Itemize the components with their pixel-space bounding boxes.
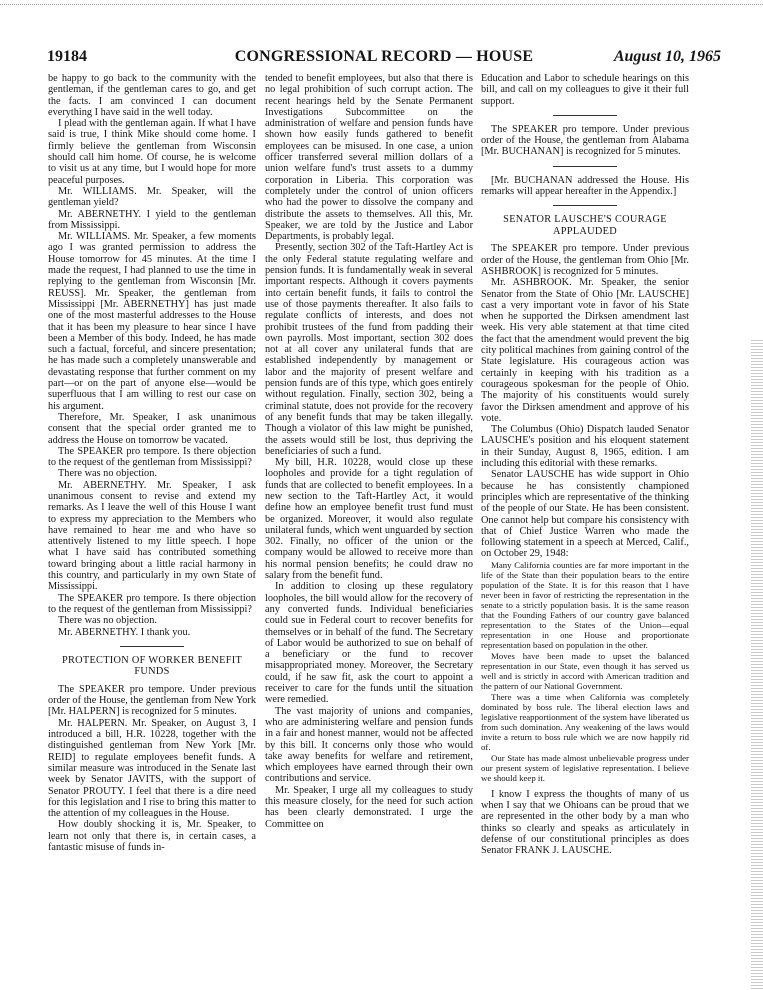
- paragraph: The Columbus (Ohio) Dispatch lauded Senator LAUSCHE's position and his eloquent statement in their Sunday, August 8, 1965, edition. I am including this editorial with these remarks.: [481, 424, 689, 470]
- paragraph: The SPEAKER pro tempore. Under previous order of the House, the gentleman from Alabama [Mr. BUCHANAN] is recognized for 5 minutes.: [481, 123, 689, 158]
- paragraph: Mr. HALPERN. Mr. Speaker, on August 3, I introduced a bill, H.R. 10228, together with the distinguished gentleman from New York [Mr. REID] to regulate employees benefit funds. A similar measure was introduced in the Senate last week by Senator JAVITS, with the support of Senator PROUTY. I feel that there is a dire need for this legislation and I rise to bring this matter to the attention of my colleagues in the House.: [48, 717, 256, 820]
- section-heading-lausche: SENATOR LAUSCHE'S COURAGE APPLAUDED: [503, 214, 667, 237]
- section-heading-worker-benefit: PROTECTION OF WORKER BENEFIT FUNDS: [61, 654, 243, 678]
- paragraph: The SPEAKER pro tempore. Is there objection to the request of the gentleman from Mississippi?: [48, 592, 256, 615]
- page-number: 19184: [47, 48, 87, 65]
- paragraph: Mr. Speaker, I urge all my colleagues to study this measure closely, for the need for such action has been clearly demonstrated. I urge the Committee on: [265, 784, 473, 830]
- paragraph: I know I express the thoughts of many of us when I say that we Ohioans can be proud that we are represented in the other body by a man who thinks so clearly and speaks as articulately in defense of our constitutional principles as does Senator FRANK J. LAUSCHE.: [481, 788, 689, 857]
- scan-margin-noise: [751, 340, 763, 990]
- paragraph: [Mr. BUCHANAN addressed the House. His remarks will appear hereafter in the Appendix.]: [481, 174, 689, 198]
- section-divider: [553, 115, 617, 116]
- section-divider: [553, 166, 617, 167]
- paragraph: Therefore, Mr. Speaker, I ask unanimous consent that the special order granted me to address the House on tomorrow be vacated.: [48, 411, 256, 446]
- section-divider: [553, 205, 617, 206]
- paragraph: I plead with the gentleman again. If what I have said is true, I think Mike should come home. I firmly believe the gentleman from Wisconsin should call him home. Of course, he is welcome to visit us at any time, but I would hope for more peaceful purposes.: [48, 118, 256, 186]
- paragraph: The SPEAKER pro tempore. Under previous order of the House, the gentleman from New York [Mr. HALPERN] is recognized for 5 minutes.: [48, 683, 256, 718]
- quote-paragraph: Many California counties are far more important in the life of the State than their population bears to the entire population of the State. It is for this reason that I have never been in favor of restricting the representation in the senate to a strictly population basis. It is the same reason that the Founding Fathers of our country gave balanced representation to the States of the Union—equal representation in one House and proportionate representation based on population in the other.: [481, 559, 689, 650]
- paragraph: The vast majority of unions and companies, who are administering welfare and pension funds in a fair and honest manner, would not be affected by this bill. It concerns only those who would take away benefits for welfare and retirement, which employees have earned through their own contributions and service.: [265, 705, 473, 785]
- quote-paragraph: There was a time when California was completely dominated by boss rule. The liberal election laws and legislative reapportionment of the system have liberated us from such domination. Any weakening of the laws would invite a return to boss rule which we are now happily rid of.: [481, 691, 689, 752]
- paragraph: There was no objection.: [58, 468, 157, 480]
- paragraph: The SPEAKER pro tempore. Is there objection to the request of the gentleman from Mississippi?: [48, 445, 256, 469]
- paragraph: Mr. ASHBROOK. Mr. Speaker, the senior Senator from the State of Ohio [Mr. LAUSCHE] cast a very important vote in favor of his State when he supported the Dirksen amendment last week. His very able statement at that time cited the fact that the amendment would prevent the big city political machines from gaining control of the State legislature. His courageous action was certainly in keeping with his tradition as a courageous spokesman for the people of Ohio. The majority of his constituents would surely favor the Dirksen amendment and approve of his vote.: [481, 277, 689, 424]
- top-border: [0, 4, 763, 5]
- paragraph: Senator LAUSCHE has wide support in Ohio because he has consistently championed principles which are representative of the thinking of the people of our State. He has been consistent. One cannot help but compare his consistency with that of Chief Justice Warren who made the following statement in a speech at Merced, Calif., on October 29, 1948:: [481, 469, 689, 560]
- paragraph: The SPEAKER pro tempore. Under previous order of the House, the gentleman from Ohio [Mr. ASHBROOK] is recognized for 5 minutes.: [481, 243, 689, 277]
- quote-paragraph: Moves have been made to upset the balanced representation in our State, even though it has served us well and is strictly in accord with American tradition and the pattern of our National Government.: [481, 650, 689, 691]
- paragraph: tended to benefit employees, but also that there is no legal prohibition of such corrupt action. The recent hearings held by the Senate Permanent Investigations Subcommittee on the administration of welfare and pension funds have shown how easily funds gathered to benefit employees can be misused. In one case, a union officer transferred several million dollars of a union welfare fund's trust assets to a dummy corporation in Liberia. This corporation was completely under the control of union officers who had the power to dissolve the company and distribute the assets to themselves. All this, Mr. Speaker, we are told by the Justice and Labor Departments, is probably legal.: [265, 73, 473, 243]
- column-3: [481, 73, 689, 985]
- paragraph: My bill, H.R. 10228, would close up these loopholes and provide for a tight regulation of funds that are collected to benefit employees. In a new section to the Taft-Hartley Act, it would define how an employee benefit trust fund must be organized. Moreover, it would also regulate unilateral funds, which went unguarded by section 302. Finally, no officer of the union or the company would be allowed to receive more than his normal pension benefits; he could draw no salary from the benefit fund.: [265, 457, 473, 582]
- paragraph: Presently, section 302 of the Taft-Hartley Act is the only Federal statute regulating welfare and pension funds. It is fundamentally weak in several important respects. Although it covers payments into certain benefit funds, it fails to control the use of those payments thereafter. It also fails to regulate conflicts of interests, and does not prohibit trustees of the fund from padding their own payrolls. Most important, section 302 does not at all cover any unilateral funds that are established independently by management or labor and the majority of present welfare and pension funds are of this type, which goes entirely without regulation. Finally, section 302, being a criminal statute, does not provide for the recovery of any benefit funds that may be taken illegally. Though a violator of this law might be punished, the assets would still be lost, thus depriving the beneficiaries of such a fund.: [265, 242, 473, 457]
- paragraph: Education and Labor to schedule hearings on this bill, and call on my colleagues to give it their full support.: [481, 73, 689, 107]
- paragraph: be happy to go back to the community with the gentleman, if the gentleman cares to go, and get the facts. I am convinced I can document everything I have said in the well today.: [48, 73, 256, 118]
- paragraph: Mr. ABERNETHY. I yield to the gentleman from Mississippi.: [48, 208, 256, 231]
- paragraph: Mr. WILLIAMS. Mr. Speaker, will the gentleman yield?: [48, 185, 256, 209]
- paragraph: Mr. ABERNETHY. I thank you.: [58, 626, 191, 638]
- paragraph: There was no objection.: [58, 615, 157, 627]
- page-header: [47, 48, 721, 70]
- column-2: [265, 73, 473, 985]
- quote-paragraph: Our State has made almost unbelievable progress under our present system of legislative representation. I believe we should keep it.: [481, 752, 689, 783]
- paragraph: In addition to closing up these regulatory loopholes, the bill would allow for the recovery of any converted funds. Individual beneficiaries could sue in Federal court to recover benefits for themselves or in behalf of the fund. The Secretary of Labor would be authorized to sue on behalf of a beneficiary or the fund to recover misappropriated money. Moreover, the Secretary could, if he saw fit, ask the court to appoint a receiver to care for the funds until the situation were remedied.: [265, 581, 473, 706]
- column-1: [48, 73, 256, 985]
- page-title: CONGRESSIONAL RECORD — HOUSE: [234, 48, 534, 65]
- paragraph: Mr. ABERNETHY. Mr. Speaker, I ask unanimous consent to revise and extend my remarks. As I leave the well of this House I want to express my appreciation to the Members who have remained to hear me and who have so attentively listened to my little speech. I hope what I have said has contributed something toward bringing about a little racial harmony in this country, and particularly in my own State of Mississippi.: [48, 479, 256, 593]
- section-divider: [120, 646, 184, 647]
- page-date: August 10, 1965: [613, 48, 721, 65]
- paragraph: Mr. WILLIAMS. Mr. Speaker, a few moments ago I was granted permission to address the House tomorrow for 45 minutes. At the time I made the request, I had planned to use the time in replying to the gentleman from Wisconsin [Mr. REUSS]. Mr. Speaker, the gentleman from Mississippi [Mr. ABERNETHY] has just made one of the most masterful addresses to the House that it has been my pleasure to hear since I have been a Member of this body. Indeed, he has made such a factual, forceful, and sincere presentation; he has made such a completely unanswerable and devastating response that further comment on my part—or on the part of anyone else—would be superfluous that I am willing to rest our case on his argument.: [48, 231, 256, 412]
- paragraph: How doubly shocking it is, Mr. Speaker, to learn not only that there is, in certain cases, a fantastic misuse of funds in-: [48, 819, 256, 853]
